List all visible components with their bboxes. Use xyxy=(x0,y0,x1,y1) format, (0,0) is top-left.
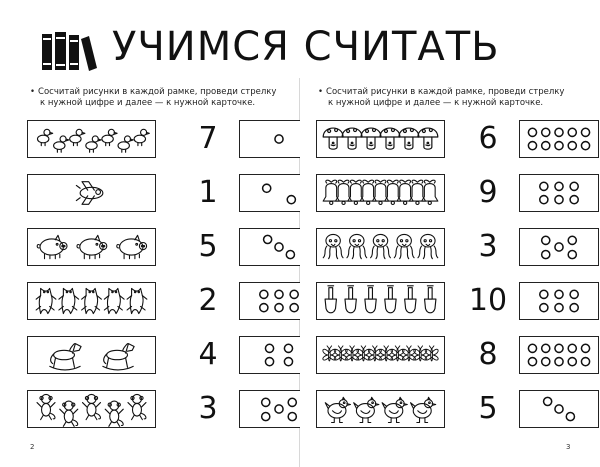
dot xyxy=(570,304,578,312)
bell-drawing xyxy=(422,180,438,204)
exercise-row xyxy=(316,174,586,214)
dots-icon xyxy=(520,121,598,157)
dot xyxy=(581,142,589,150)
chicken-icon xyxy=(317,391,444,427)
dot xyxy=(568,358,576,366)
exercise-row xyxy=(27,282,297,322)
dot xyxy=(263,184,271,192)
answer-number[interactable]: 9 xyxy=(478,175,498,210)
monkey-icon xyxy=(28,391,155,427)
picture-frame-bell[interactable] xyxy=(316,174,445,212)
page-number: 2 xyxy=(30,443,35,451)
duck-drawing xyxy=(86,136,101,152)
dot xyxy=(555,304,563,312)
pig-drawing xyxy=(117,235,147,258)
dot xyxy=(542,128,550,136)
monkey-drawing xyxy=(105,401,123,426)
dot xyxy=(528,358,536,366)
instruction-line-1: Сосчитай рисунки в каждой рамке, проведи стрелку xyxy=(326,87,565,97)
dot xyxy=(290,304,298,312)
duck-drawing xyxy=(134,129,149,145)
mushroom-drawing xyxy=(418,128,438,149)
crocodile-drawing xyxy=(36,288,56,313)
chicken-drawing xyxy=(411,397,436,422)
dot xyxy=(555,405,563,413)
exercise-row xyxy=(316,390,586,430)
chicken-drawing xyxy=(354,397,379,422)
monkey-drawing xyxy=(37,394,55,419)
dot xyxy=(262,413,270,421)
answer-number[interactable]: 3 xyxy=(198,391,218,426)
answer-number[interactable]: 3 xyxy=(478,229,498,264)
dot xyxy=(542,236,550,244)
dot xyxy=(581,358,589,366)
butterfly-icon xyxy=(317,337,444,373)
exercise-row xyxy=(27,120,297,160)
dot xyxy=(290,290,298,298)
airplane-drawing xyxy=(76,182,103,205)
books-icon xyxy=(40,30,98,72)
dot xyxy=(581,128,589,136)
shovel-drawing xyxy=(425,286,436,313)
picture-frame-mushroom[interactable] xyxy=(316,120,445,158)
answer-number[interactable]: 2 xyxy=(198,283,218,318)
octopus-drawing xyxy=(347,234,367,258)
picture-frame-monkey[interactable] xyxy=(27,390,156,428)
mushroom-drawing xyxy=(361,128,381,149)
duck-drawing xyxy=(54,136,69,152)
rocking-horse-drawing xyxy=(103,344,134,370)
dot xyxy=(555,196,563,204)
dot xyxy=(540,196,548,204)
monkey-drawing xyxy=(83,394,101,419)
dot xyxy=(288,413,296,421)
dot xyxy=(275,304,283,312)
dot xyxy=(275,243,283,251)
dot xyxy=(260,304,268,312)
dot xyxy=(288,398,296,406)
dot xyxy=(542,251,550,259)
dot xyxy=(528,142,536,150)
dot-card[interactable] xyxy=(519,228,599,266)
dot xyxy=(528,344,536,352)
dot xyxy=(275,405,283,413)
instruction-line-1: Сосчитай рисунки в каждой рамке, проведи стрелку xyxy=(38,87,277,97)
dot xyxy=(555,142,563,150)
exercise-row xyxy=(27,390,297,430)
dot xyxy=(528,128,536,136)
airplane-icon xyxy=(28,175,155,211)
dot xyxy=(555,358,563,366)
mushroom-drawing xyxy=(399,128,419,149)
left-page xyxy=(0,78,300,467)
exercise-row xyxy=(27,336,297,376)
dot xyxy=(555,128,563,136)
exercise-row xyxy=(316,120,586,160)
duck-drawing xyxy=(102,129,117,145)
answer-number[interactable]: 5 xyxy=(478,391,498,426)
duck-drawing xyxy=(38,129,53,145)
dot xyxy=(555,344,563,352)
instruction-text: • Сосчитай рисунки в каждой рамке, проведи стрелку к нужной цифре и далее — к нужной карточке. xyxy=(30,87,277,108)
dot xyxy=(568,251,576,259)
dot xyxy=(568,128,576,136)
picture-frame-crocodile[interactable] xyxy=(27,282,156,320)
dot xyxy=(544,397,552,405)
dot-card[interactable] xyxy=(519,120,599,158)
dots-icon xyxy=(520,283,598,319)
picture-frame-duck[interactable] xyxy=(27,120,156,158)
rocking-horse-icon xyxy=(28,337,155,373)
exercise-row xyxy=(27,174,297,214)
pig-icon xyxy=(28,229,155,265)
chicken-drawing xyxy=(382,397,407,422)
shovel-icon xyxy=(317,283,444,319)
dot xyxy=(540,304,548,312)
instruction-text: • Сосчитай рисунки в каждой рамке, проведи стрелку к нужной цифре и далее — к нужной карточке. xyxy=(318,87,565,108)
dot xyxy=(284,358,292,366)
exercise-row xyxy=(316,336,586,376)
rocking-horse-drawing xyxy=(50,344,81,370)
dot-card[interactable] xyxy=(519,336,599,374)
page-title: УЧИМСЯ СЧИТАТЬ xyxy=(112,24,500,70)
shovel-drawing xyxy=(405,286,416,313)
answer-number[interactable]: 7 xyxy=(198,121,218,156)
dot xyxy=(542,344,550,352)
shovel-drawing xyxy=(365,286,376,313)
answer-number[interactable]: 10 xyxy=(468,283,508,318)
dot xyxy=(570,290,578,298)
duck-drawing xyxy=(118,136,133,152)
mushroom-drawing xyxy=(342,128,362,149)
dot xyxy=(570,196,578,204)
dot xyxy=(555,182,563,190)
monkey-drawing xyxy=(128,394,146,419)
shovel-drawing xyxy=(385,286,396,313)
answer-number[interactable]: 5 xyxy=(198,229,218,264)
picture-frame-rocking-horse[interactable] xyxy=(27,336,156,374)
octopus-drawing xyxy=(418,234,438,258)
right-page xyxy=(300,78,600,467)
picture-frame-airplane[interactable] xyxy=(27,174,156,212)
answer-number[interactable]: 8 xyxy=(478,337,498,372)
page-number: 3 xyxy=(566,443,571,451)
dot xyxy=(555,290,563,298)
picture-frame-chicken[interactable] xyxy=(316,390,445,428)
exercise-row xyxy=(27,228,297,268)
duck-icon xyxy=(28,121,155,157)
shovel-drawing xyxy=(325,286,336,313)
octopus-drawing xyxy=(323,234,343,258)
dot xyxy=(568,142,576,150)
picture-frame-pig[interactable] xyxy=(27,228,156,266)
header xyxy=(0,0,600,78)
dot xyxy=(555,243,563,251)
octopus-drawing xyxy=(394,234,414,258)
mushroom-drawing xyxy=(380,128,400,149)
dot xyxy=(568,236,576,244)
dot xyxy=(581,344,589,352)
dot xyxy=(542,142,550,150)
dot xyxy=(275,135,283,143)
dot xyxy=(262,398,270,406)
pig-drawing xyxy=(77,235,107,258)
dot xyxy=(568,344,576,352)
dot-card[interactable] xyxy=(519,390,599,428)
picture-frame-shovel[interactable] xyxy=(316,282,445,320)
picture-frame-butterfly[interactable] xyxy=(316,336,445,374)
instruction-line-2: к нужной цифре и далее — к нужной карточке. xyxy=(328,98,544,108)
answer-number[interactable]: 6 xyxy=(478,121,498,156)
dots-icon xyxy=(520,391,598,427)
monkey-drawing xyxy=(60,401,78,426)
picture-frame-octopus[interactable] xyxy=(316,228,445,266)
exercise-row xyxy=(316,228,586,268)
answer-number[interactable]: 1 xyxy=(198,175,218,210)
dot xyxy=(275,290,283,298)
dot xyxy=(542,358,550,366)
dot xyxy=(540,290,548,298)
dot xyxy=(260,290,268,298)
exercise-row xyxy=(316,282,586,322)
dot xyxy=(570,182,578,190)
pig-drawing xyxy=(37,235,67,258)
octopus-icon xyxy=(317,229,444,265)
chicken-drawing xyxy=(325,397,350,422)
dots-icon xyxy=(520,229,598,265)
dot xyxy=(287,196,295,204)
mushroom-icon xyxy=(317,121,444,157)
crocodile-drawing xyxy=(104,288,124,313)
dot xyxy=(566,413,574,421)
shovel-drawing xyxy=(345,286,356,313)
dot xyxy=(265,358,273,366)
crocodile-drawing xyxy=(82,288,102,313)
dots-icon xyxy=(520,175,598,211)
dots-icon xyxy=(520,337,598,373)
dot xyxy=(540,182,548,190)
answer-number[interactable]: 4 xyxy=(198,337,218,372)
dot xyxy=(284,344,292,352)
bell-icon xyxy=(317,175,444,211)
duck-drawing xyxy=(70,129,85,145)
crocodile-drawing xyxy=(127,288,147,313)
mushroom-drawing xyxy=(323,128,343,149)
crocodile-icon xyxy=(28,283,155,319)
octopus-drawing xyxy=(371,234,391,258)
dot xyxy=(265,344,273,352)
dot xyxy=(286,251,294,259)
crocodile-drawing xyxy=(59,288,79,313)
dot-card[interactable] xyxy=(519,282,599,320)
dot-card[interactable] xyxy=(519,174,599,212)
dot xyxy=(264,235,272,243)
instruction-line-2: к нужной цифре и далее — к нужной карточке. xyxy=(40,98,256,108)
